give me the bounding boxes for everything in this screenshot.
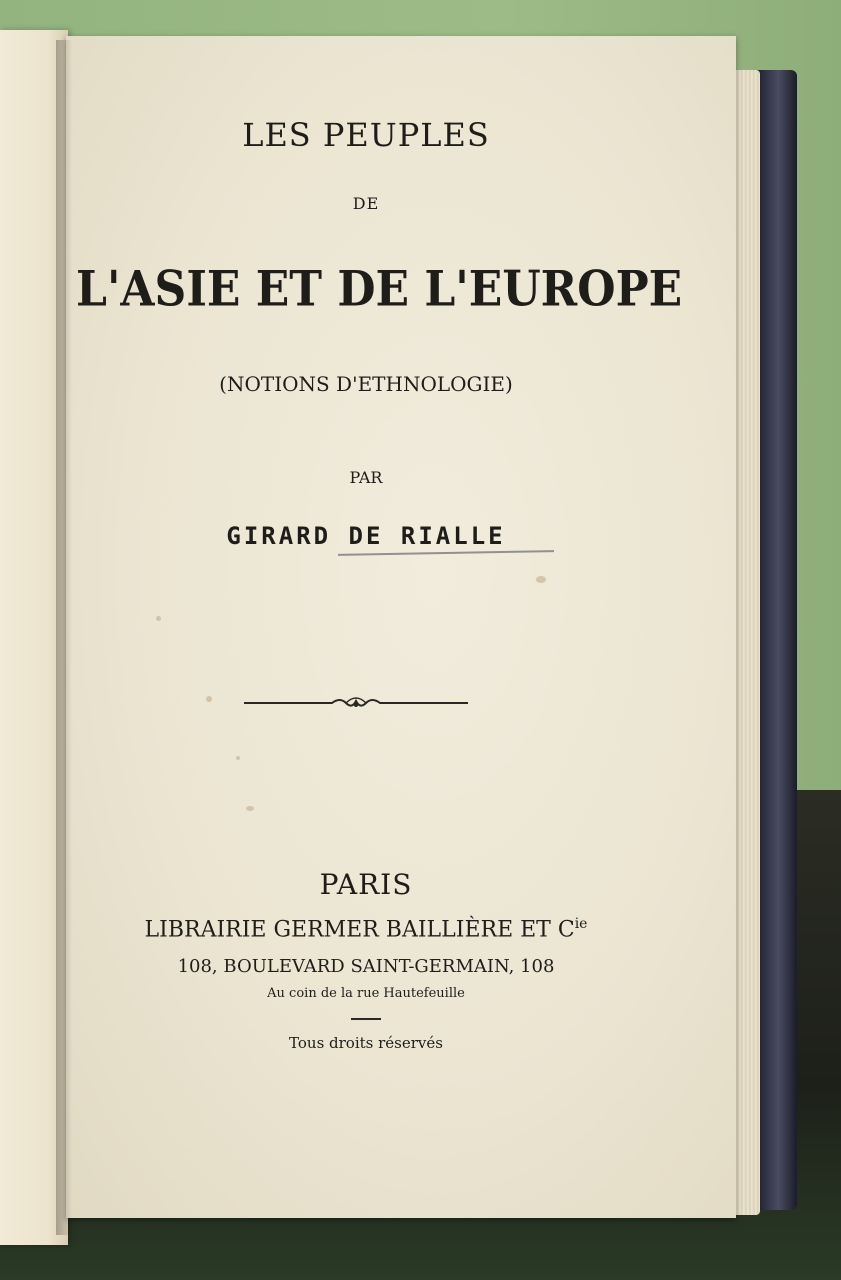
- publisher: [66, 916, 666, 942]
- title-page: [66, 36, 736, 1218]
- pencil-underline: [338, 550, 554, 556]
- publisher-superscript: ie: [574, 916, 588, 932]
- title-line-3: L'ASIE ET DE L'EUROPE: [76, 261, 683, 318]
- city: PARIS: [319, 868, 413, 901]
- rights-notice: Tous droits réservés: [289, 1034, 443, 1052]
- foxing-spot: [236, 756, 240, 760]
- ornament-rule: [242, 691, 470, 715]
- title-line-2: DE: [352, 194, 380, 213]
- page-gutter-shadow: [56, 40, 72, 1235]
- title-line-1: LES PEUPLES: [242, 116, 490, 154]
- publisher-name: LIBRAIRIE GERMER BAILLIÈRE ET C: [144, 917, 575, 943]
- foxing-spot: [206, 696, 212, 702]
- address: 108, BOULEVARD SAINT-GERMAIN, 108: [177, 956, 555, 977]
- address-note: Au coin de la rue Hautefeuille: [267, 986, 465, 1001]
- foxing-spot: [156, 616, 161, 621]
- by-line: PAR: [349, 468, 383, 487]
- short-rule: [351, 1018, 381, 1020]
- foxing-spot: [536, 576, 546, 583]
- author-name: GIRARD DE RIALLE: [226, 522, 506, 550]
- subtitle: (NOTIONS D'ETHNOLOGIE): [219, 372, 513, 396]
- foxing-spot: [246, 806, 254, 811]
